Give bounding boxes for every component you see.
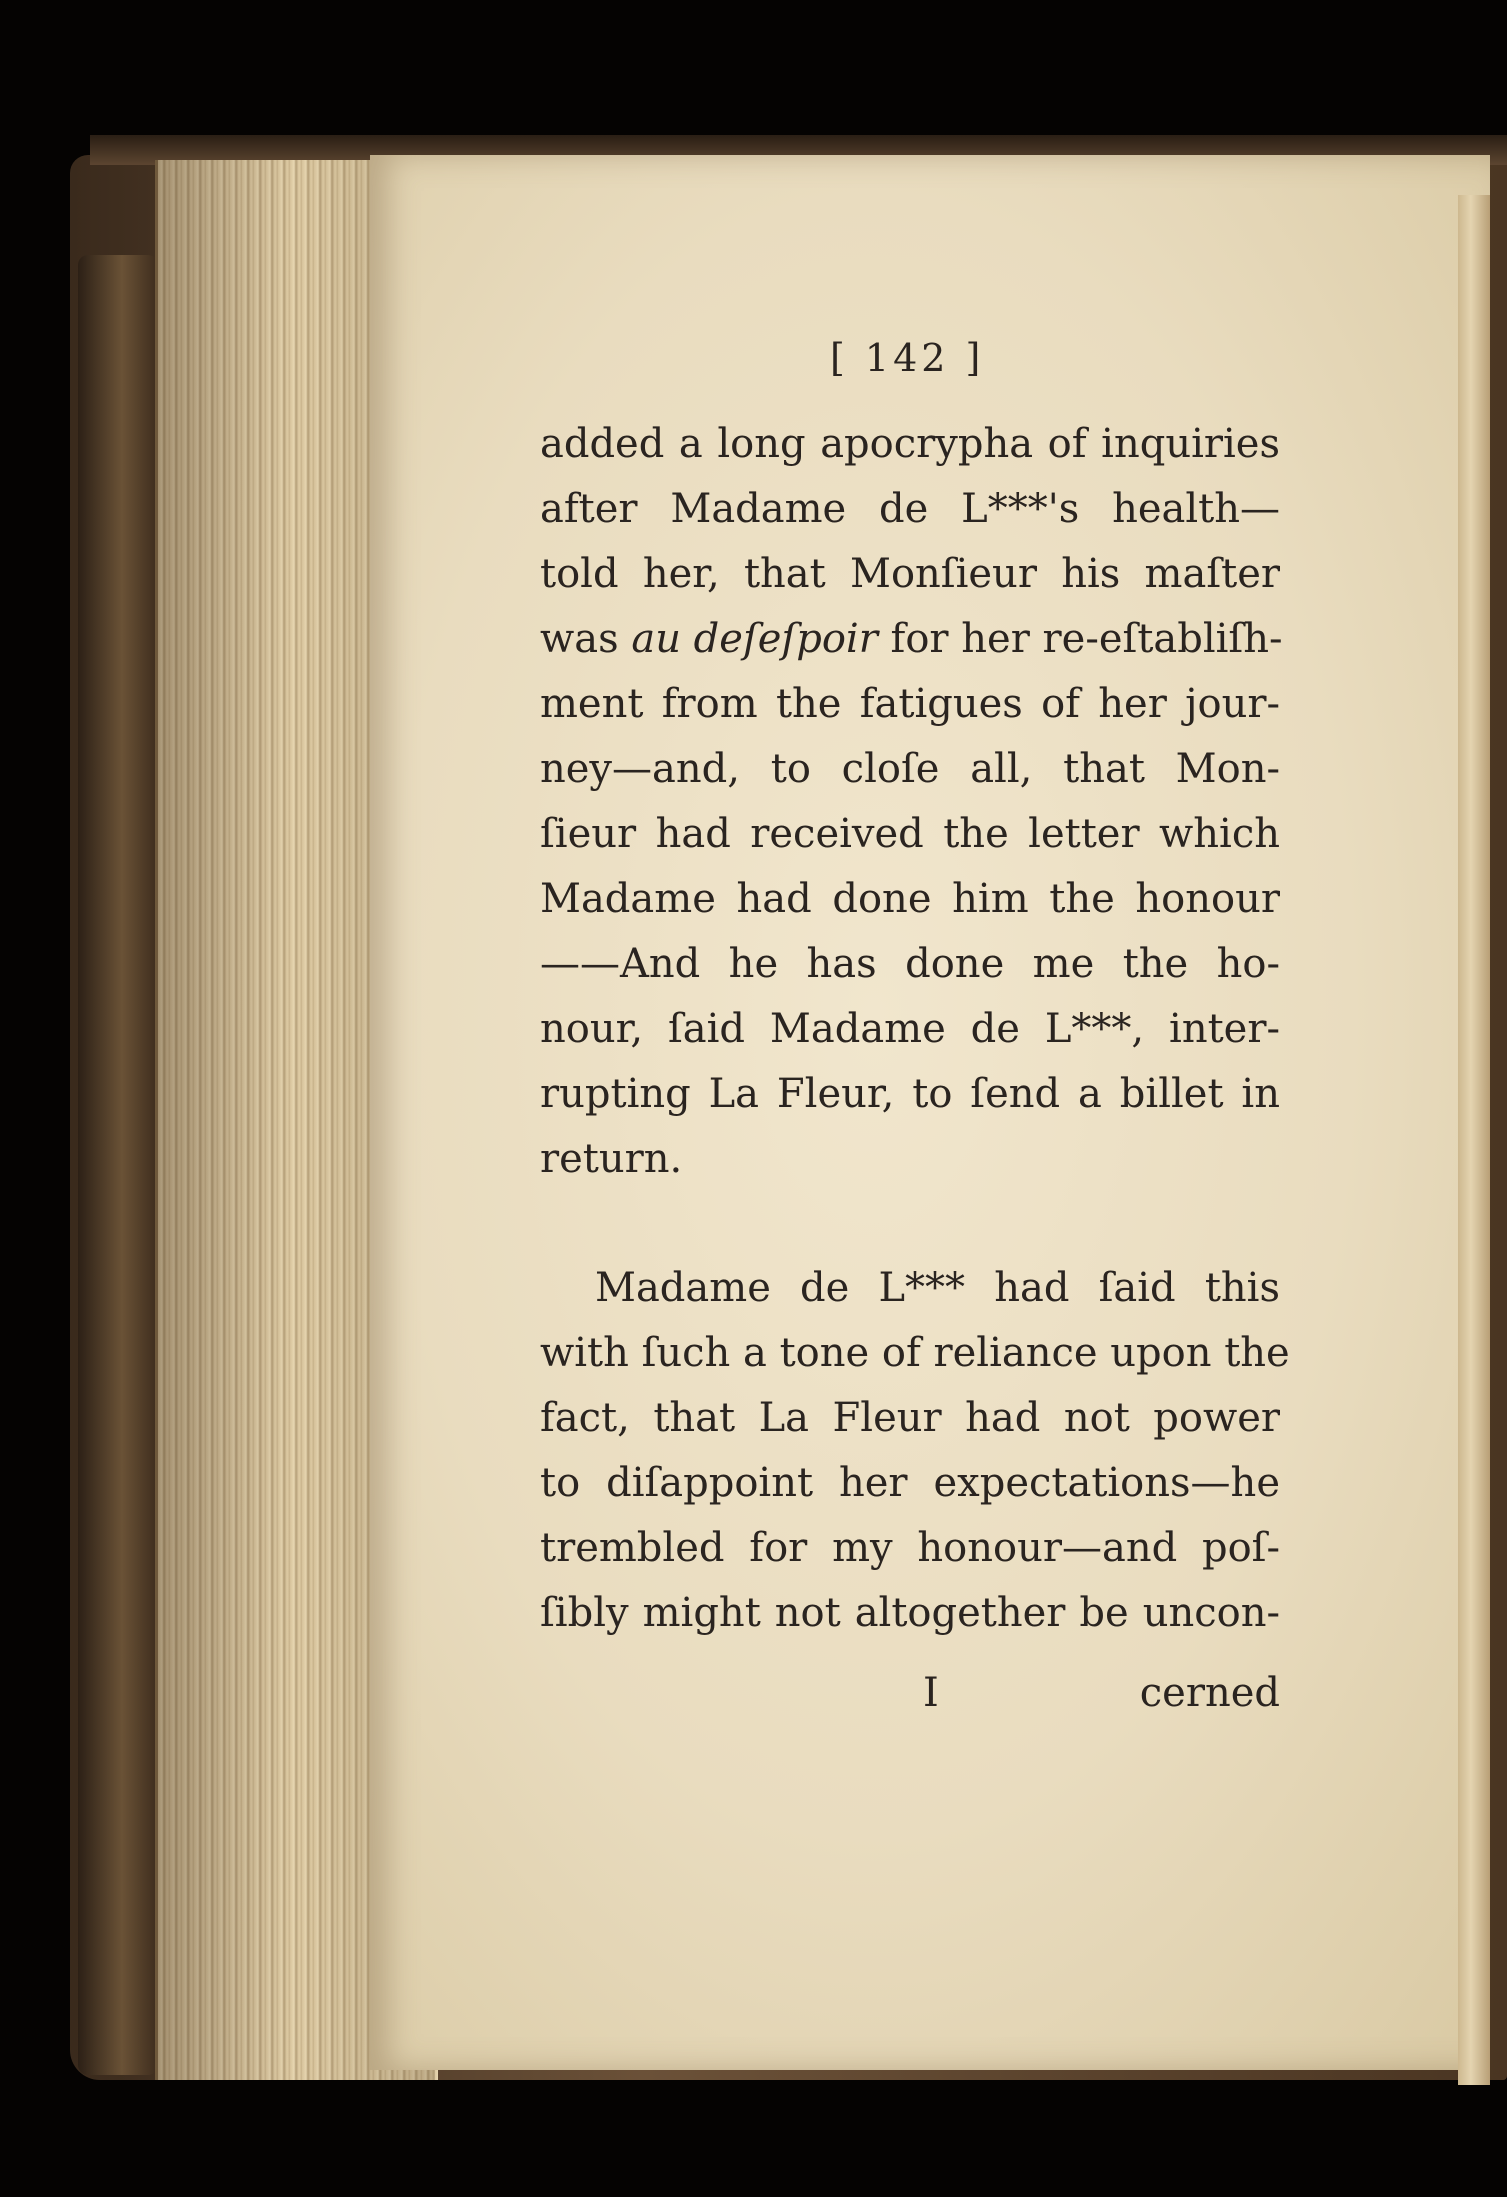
text-line: ſieur had received the letter which <box>540 811 1280 857</box>
text-line: rupting La Fleur, to ſend a billet in <box>540 1071 1280 1117</box>
text-line: trembled for my honour—and poſ- <box>540 1525 1280 1571</box>
text-line: return. <box>540 1136 683 1182</box>
text-line-with-italic <box>540 607 1283 672</box>
text-line: after Madame de L***'s health— <box>540 486 1280 532</box>
text-line: told her, that Monſieur his maſter <box>540 551 1280 597</box>
text-line: to diſappoint her expectations—he <box>540 1460 1280 1506</box>
text-line: ——And he has done me the ho- <box>540 941 1280 987</box>
text-line: added a long apocrypha of inquiries <box>540 421 1280 467</box>
text-line: ney—and, to cloſe all, that Mon- <box>540 746 1280 792</box>
signature-mark: I <box>923 1670 939 1716</box>
page-number-header: [ 142 ] <box>830 336 985 380</box>
text-fragment: for her re-eſtabliſh- <box>877 616 1283 662</box>
italic-phrase: au deſeſpoir <box>631 616 878 662</box>
text-line: fact, that La Fleur had not power <box>540 1395 1280 1441</box>
text-line: Madame had done him the honour <box>540 876 1280 922</box>
text-line: nour, ſaid Madame de L***, inter- <box>540 1006 1280 1052</box>
text-line: ſibly might not altogether be uncon- <box>540 1590 1280 1636</box>
page-text <box>540 336 1290 1646</box>
text-line: ment from the fatigues of her jour- <box>540 681 1280 727</box>
text-word: was <box>540 616 619 662</box>
catchline <box>540 1670 1280 1730</box>
text-line: with ſuch a tone of reliance upon the <box>540 1330 1290 1376</box>
book-spine <box>78 255 158 2075</box>
paragraph-first-line: Madame de L*** had ſaid this <box>595 1265 1280 1311</box>
facing-page-edge <box>1458 195 1490 2085</box>
catchword: cerned <box>1139 1670 1280 1716</box>
